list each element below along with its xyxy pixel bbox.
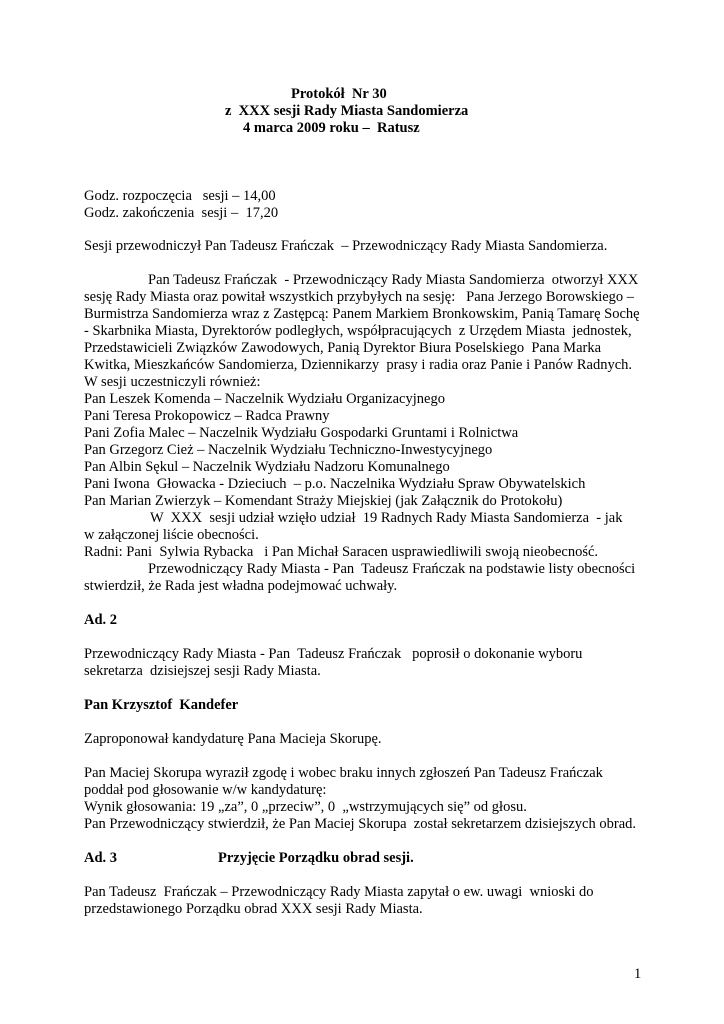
ad3-text: przedstawionego Porządku obrad XXX sesji Rady Miasta. — [84, 901, 423, 917]
ad3-title: Przyjęcie Porządku obrad sesji. — [218, 850, 414, 866]
attendance-line: Przewodniczący Rady Miasta - Pan Tadeusz Frańczak na podstawie listy obecności — [148, 561, 636, 577]
protocol-title: Protokół Nr 30 — [291, 86, 387, 102]
attendee-line: Pan Albin Sękul – Naczelnik Wydziału Nadzoru Komunalnego — [84, 459, 450, 475]
attendee-line: Pan Leszek Komenda – Naczelnik Wydziału Organizacyjnego — [84, 391, 445, 407]
vote-text: Pan Maciej Skorupa wyraził zgodę i wobec braku innych zgłoszeń Pan Tadeusz Frańczak — [84, 765, 603, 781]
ad3-heading: Ad. 3 — [84, 850, 118, 866]
ad2-text: Przewodniczący Rady Miasta - Pan Tadeusz Frańczak poprosił o dokonanie wyboru — [84, 646, 583, 662]
opening-line: Burmistrza Sandomierza wraz z Zastępcą: Panem Markiem Bronkowskim, Panią Tamarę Sochę — [84, 306, 640, 322]
attendee-line: Pan Marian Zwierzyk – Komendant Straży Miejskiej (jak Załącznik do Protokołu) — [84, 493, 563, 509]
ad3-text: Pan Tadeusz Frańczak – Przewodniczący Rady Miasta zapytał o ew. uwagi wnioski do — [84, 884, 594, 900]
start-time: Godz. rozpoczęcia sesji – 14,00 — [84, 188, 276, 204]
ad2-heading: Ad. 2 — [84, 612, 118, 628]
end-time: Godz. zakończenia sesji – 17,20 — [84, 205, 279, 221]
attendee-line: Pani Zofia Malec – Naczelnik Wydziału Gospodarki Gruntami i Rolnictwa — [84, 425, 519, 441]
opening-line: sesję Rady Miasta oraz powitał wszystkich przybyłych na sesję: Pana Jerzego Borowskiego – — [84, 289, 635, 305]
attendee-line: Pani Iwona Głowacka - Dzieciuch – p.o. Naczelnika Wydziału Spraw Obywatelskich — [84, 476, 586, 492]
attendance-line: w załączonej liście obecności. — [84, 527, 259, 543]
speaker-name: Pan Krzysztof Kandefer — [84, 697, 239, 713]
session-title: z XXX sesji Rady Miasta Sandomierza — [225, 103, 469, 119]
attendance-line: W XXX sesji udział wzięło udział 19 Radnych Rady Miasta Sandomierza - jak — [150, 510, 623, 526]
vote-result: Wynik głosowania: 19 „za”, 0 „przeciw”, 0 „wstrzymujących się” od głosu. — [84, 799, 527, 815]
opening-line: Pan Tadeusz Frańczak - Przewodniczący Rady Miasta Sandomierza otworzył XXX — [148, 272, 639, 288]
opening-line: Kwitka, Mieszkańców Sandomierza, Dziennikarzy prasy i radia oraz Panie i Panów Radnych. — [84, 357, 633, 373]
chair-line: Sesji przewodniczył Pan Tadeusz Frańczak – Przewodniczący Rady Miasta Sandomierza. — [84, 238, 608, 254]
page-number: 1 — [634, 966, 642, 982]
opening-line: Przedstawicieli Związków Zawodowych, Panią Dyrektor Biura Poselskiego Pana Marka — [84, 340, 602, 356]
vote-text: poddał pod głosowanie w/w kandydaturę: — [84, 782, 327, 798]
opening-line: - Skarbnika Miasta, Dyrektorów podległych, współpracujących z Urzędem Miasta jednostek, — [84, 323, 632, 339]
attendee-line: Pan Grzegorz Cież – Naczelnik Wydziału Techniczno-Inwestycyjnego — [84, 442, 493, 458]
opening-line: W sesji uczestniczyli również: — [84, 374, 261, 390]
attendance-line: stwierdził, że Rada jest władna podejmować uchwały. — [84, 578, 398, 594]
ad2-text: sekretarza dzisiejszej sesji Rady Miasta. — [84, 663, 321, 679]
attendee-line: Pani Teresa Prokopowicz – Radca Prawny — [84, 408, 330, 424]
vote-text: Pan Przewodniczący stwierdził, że Pan Maciej Skorupa został sekretarzem dzisiejszych obrad. — [84, 816, 637, 832]
attendance-line: Radni: Pani Sylwia Rybacka i Pan Michał Saracen usprawiedliwili swoją nieobecność. — [84, 544, 599, 560]
session-date: 4 marca 2009 roku – Ratusz — [243, 120, 420, 136]
proposal-text: Zaproponował kandydaturę Pana Macieja Skorupę. — [84, 731, 382, 747]
